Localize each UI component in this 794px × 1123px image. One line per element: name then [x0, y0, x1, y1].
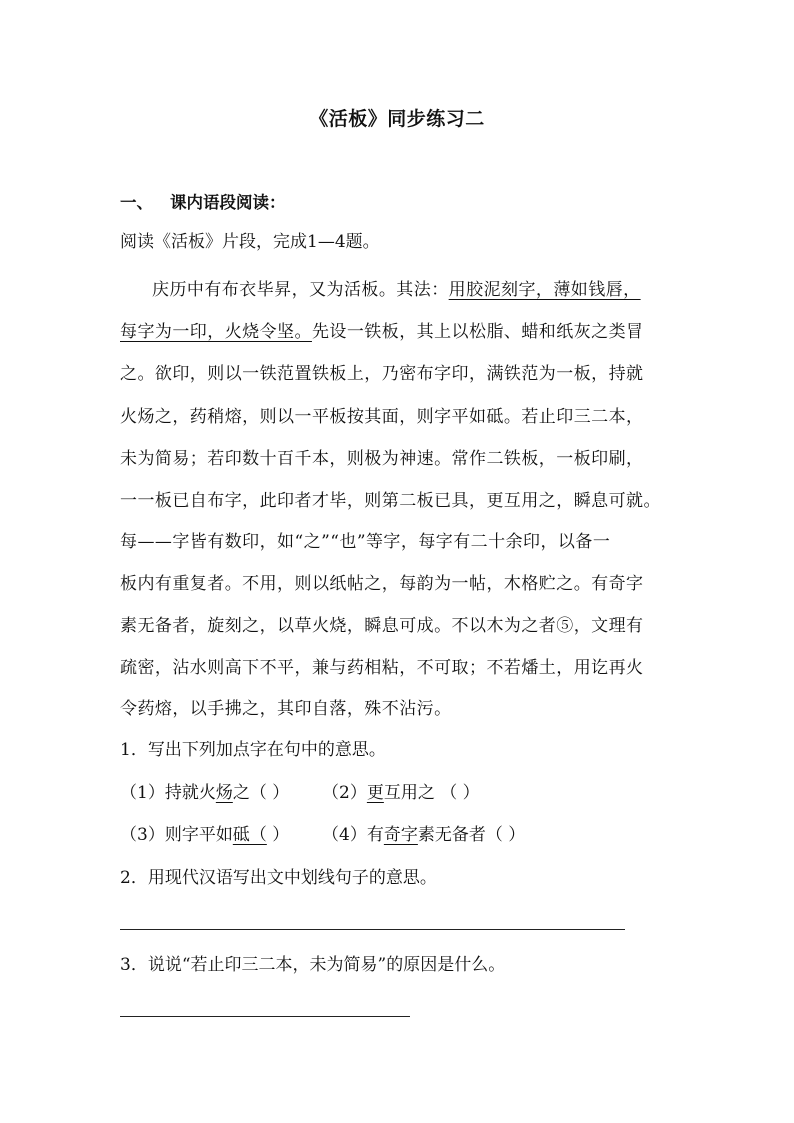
section-title: 课内语段阅读： [170, 193, 286, 212]
q1-item-3-text: （3）则字平如 [120, 825, 233, 845]
passage-line-1 [152, 278, 712, 302]
passage-line-6: 一一板已自布字，此印者才毕，则第二板已具，更互用之，瞬息可就。 [120, 491, 661, 511]
underlined-sentence: 每字为一印，火烧令坚。 [120, 322, 312, 342]
section-heading [120, 189, 286, 213]
page-title: 《活板》同步练习二 [309, 108, 485, 130]
question-3: 3．说说“若止印三二本，未为简易”的原因是什么。 [120, 955, 506, 975]
q1-item-4-marked-chars: 奇字 [383, 825, 418, 845]
q1-item-1-marked-char: 炀 [215, 783, 233, 803]
q1-item-2-text: （2） [322, 783, 367, 803]
question-1: 1．写出下列加点字在句中的意思。 [120, 740, 386, 760]
q1-item-4-text: （4）有 [322, 825, 384, 845]
passage-line-9: 素无备者，旋刻之，以草火烧，瞬息可成。不以木为之者⑤，文理有 [120, 616, 644, 636]
question-1-items-row-a [120, 781, 480, 805]
passage-line-11: 令药熔，以手拂之，其印自落，殊不沾污。 [120, 699, 452, 719]
answer-line-q2[interactable] [120, 929, 625, 930]
q1-item-2-blank: 互用之 （ ） [383, 783, 480, 803]
passage-text: 庆历中有布衣毕昇，又为活板。其法： [152, 280, 449, 300]
passage-line-5: 未为简易；若印数十百千本，则极为神速。常作二铁板，一板印刷， [120, 449, 644, 469]
q1-item-4-blank: 素无备者（ ） [417, 825, 526, 845]
q1-item-3-marked-char: 砥（ [232, 825, 267, 845]
underlined-sentence: 用胶泥刻字，薄如钱唇， [448, 280, 641, 300]
passage-line-3: 之。欲印，则以一铁范置铁板上，乃密布字印，满铁范为一板，持就 [120, 364, 644, 384]
passage-text: 先设一铁板，其上以松脂、蜡和纸灰之类冒 [311, 322, 644, 342]
q1-item-1-blank: 之（ ） [232, 783, 290, 803]
passage-line-10: 疏密，沾水则高下不平，兼与药相粘，不可取；不若燔土，用讫再火 [120, 658, 644, 678]
answer-line-q3[interactable] [120, 1016, 410, 1017]
question-2: 2．用现代汉语写出文中划线句子的意思。 [120, 868, 437, 888]
section-number: 一、 [120, 193, 153, 212]
reading-instruction: 阅读《活板》片段，完成1—4题。 [120, 232, 380, 252]
passage-line-8: 板内有重复者。不用，则以纸帖之，每韵为一帖，木格贮之。有奇字 [120, 574, 644, 594]
q1-item-1-text: （1）持就火 [120, 783, 216, 803]
q1-item-2-marked-char: 更 [366, 783, 384, 803]
passage-line-7: 每——字皆有数印，如“之”“也”等字，每字有二十余印，以备一 [120, 532, 611, 552]
question-1-items-row-b [120, 823, 525, 847]
passage-line-4: 火炀之，药稍熔，则以一平板按其面，则字平如砥。若止印三二本， [120, 407, 644, 427]
q1-item-3-blank: ） [266, 825, 290, 845]
passage-line-2 [120, 320, 680, 344]
